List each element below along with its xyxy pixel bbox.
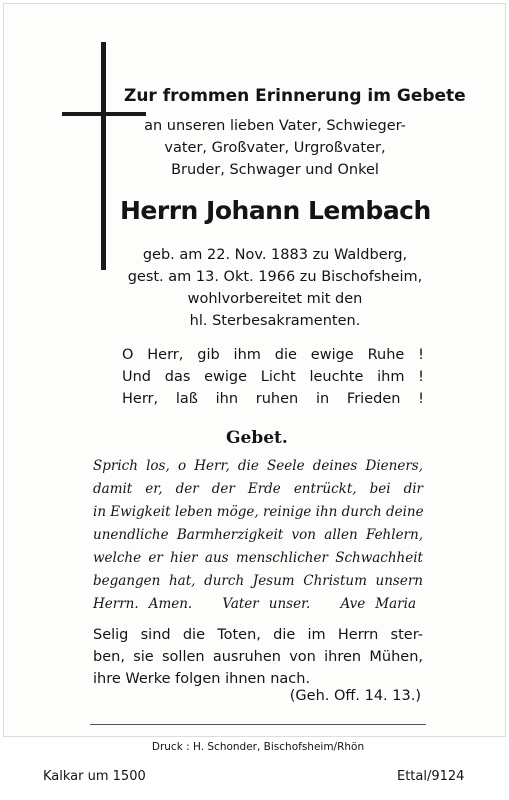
printer-credit: Druck : H. Schonder, Bischofsheim/Rhön: [151, 741, 365, 753]
gebet-line: Sprich los, o Herr, die Seele deines Dieners,: [93, 458, 423, 474]
deceased-name: Herrn Johann Lembach: [120, 196, 431, 225]
death-line: gest. am 13. Okt. 1966 zu Bischofsheim,: [127, 269, 423, 285]
selig-line: ihre Werke folgen ihnen nach.: [93, 671, 311, 687]
gebet-title: Gebet.: [226, 428, 288, 448]
gebet-line: unendliche Barmherzigkeit von allen Fehlern,: [93, 527, 423, 543]
catalog-number: Ettal/9124: [397, 769, 465, 784]
birth-line: geb. am 22. Nov. 1883 zu Waldberg,: [142, 247, 408, 263]
memorial-header: Zur frommen Erinnerung im Gebete: [124, 86, 466, 106]
gebet-line: Herrn. Amen. Vater unser. Ave Maria: [93, 596, 416, 612]
divider: [90, 724, 426, 725]
gebet-line: damit er, der der Erde entrückt, bei dir: [93, 481, 423, 497]
image-credit: Kalkar um 1500: [43, 769, 146, 784]
selig-line: ben, sie sollen ausruhen von ihren Mühen,: [93, 649, 423, 665]
intro-line: vater, Großvater, Urgroßvater,: [164, 140, 386, 156]
intro-line: an unseren lieben Vater, Schwieger-: [144, 118, 406, 134]
gebet-line: welche er hier aus menschlicher Schwachheit: [93, 550, 423, 566]
gebet-line: in Ewigkeit leben möge, reinige ihn durch deine: [93, 504, 424, 520]
prayer-line: O Herr, gib ihm die ewige Ruhe !: [122, 347, 424, 363]
cross-icon-bar: [62, 112, 146, 116]
cross-icon: [101, 42, 106, 270]
sacrament-line: hl. Sterbesakramenten.: [189, 313, 361, 329]
prayer-line: Herr, laß ihn ruhen in Frieden !: [122, 391, 424, 407]
prayer-line: Und das ewige Licht leuchte ihm !: [122, 369, 424, 385]
scripture-reference: (Geh. Off. 14. 13.): [289, 688, 421, 704]
intro-line: Bruder, Schwager und Onkel: [171, 162, 379, 178]
gebet-line: begangen hat, durch Jesum Christum unsern: [93, 573, 423, 589]
selig-line: Selig sind die Toten, die im Herrn ster-: [93, 627, 423, 643]
sacrament-line: wohlvorbereitet mit den: [187, 291, 363, 307]
